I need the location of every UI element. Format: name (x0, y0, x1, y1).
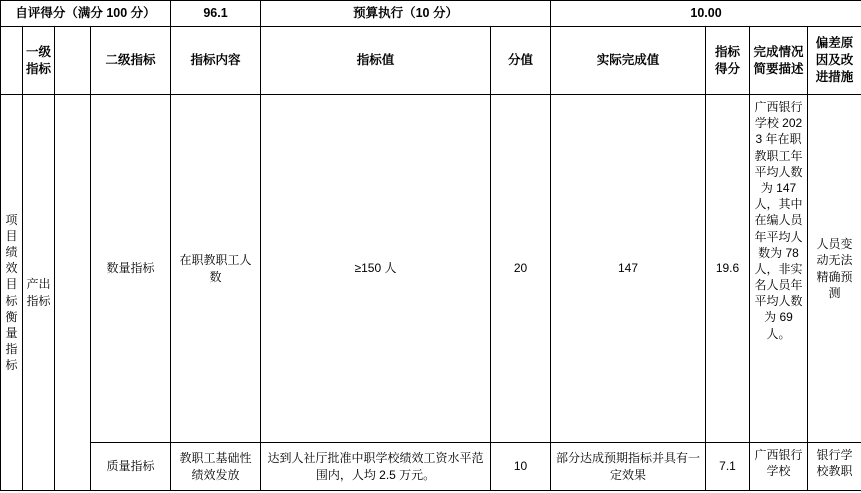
row-got-score: 7.1 (706, 443, 750, 491)
row-completion: 广西银行学校 (750, 443, 808, 491)
self-score-value: 96.1 (171, 1, 261, 27)
row-completion: 广西银行学校 2023 年在职教职工年平均人数为 147 人，其中在编人员年平均人数为 78 人，非实名人员年平均人数为 69 人。 (750, 95, 808, 443)
summary-row (1, 1, 861, 27)
header-content: 指标内容 (171, 27, 261, 95)
row-content: 在职教职工人数 (171, 95, 261, 443)
header-level2: 二级指标 (91, 27, 171, 95)
header-completion: 完成情况简要描述 (750, 27, 808, 95)
output-indicator-label: 产出指标 (23, 95, 55, 491)
header-spacer-2 (55, 27, 91, 95)
header-value: 指标值 (261, 27, 491, 95)
row-actual: 147 (551, 95, 706, 443)
row-level2: 数量指标 (91, 95, 171, 443)
row-content: 教职工基础性绩效发放 (171, 443, 261, 491)
header-spacer (1, 27, 23, 95)
row-spacer (55, 95, 91, 491)
row-actual: 部分达成预期指标并具有一定效果 (551, 443, 706, 491)
row-deviation: 人员变动无法精确预测 (808, 95, 861, 443)
header-score: 分值 (491, 27, 551, 95)
header-level1: 一级指标 (23, 27, 55, 95)
level1-label: 项目绩效目标衡量指标 (1, 95, 23, 491)
table-row (1, 95, 861, 443)
budget-exec-value: 10.00 (551, 1, 861, 27)
self-score-label: 自评得分（满分 100 分） (1, 1, 171, 27)
table-row (1, 443, 861, 491)
row-score: 20 (491, 95, 551, 443)
row-got-score: 19.6 (706, 95, 750, 443)
header-deviation: 偏差原因及改进措施 (808, 27, 861, 95)
row-value: ≥150 人 (261, 95, 491, 443)
budget-exec-label: 预算执行（10 分） (261, 1, 551, 27)
row-deviation: 银行学校教职 (808, 443, 861, 491)
row-score: 10 (491, 443, 551, 491)
row-value: 达到人社厅批准中职学校绩效工资水平范围内，人均 2.5 万元。 (261, 443, 491, 491)
header-got-score: 指标得分 (706, 27, 750, 95)
row-level2: 质量指标 (91, 443, 171, 491)
header-row (1, 27, 861, 95)
header-actual: 实际完成值 (551, 27, 706, 95)
